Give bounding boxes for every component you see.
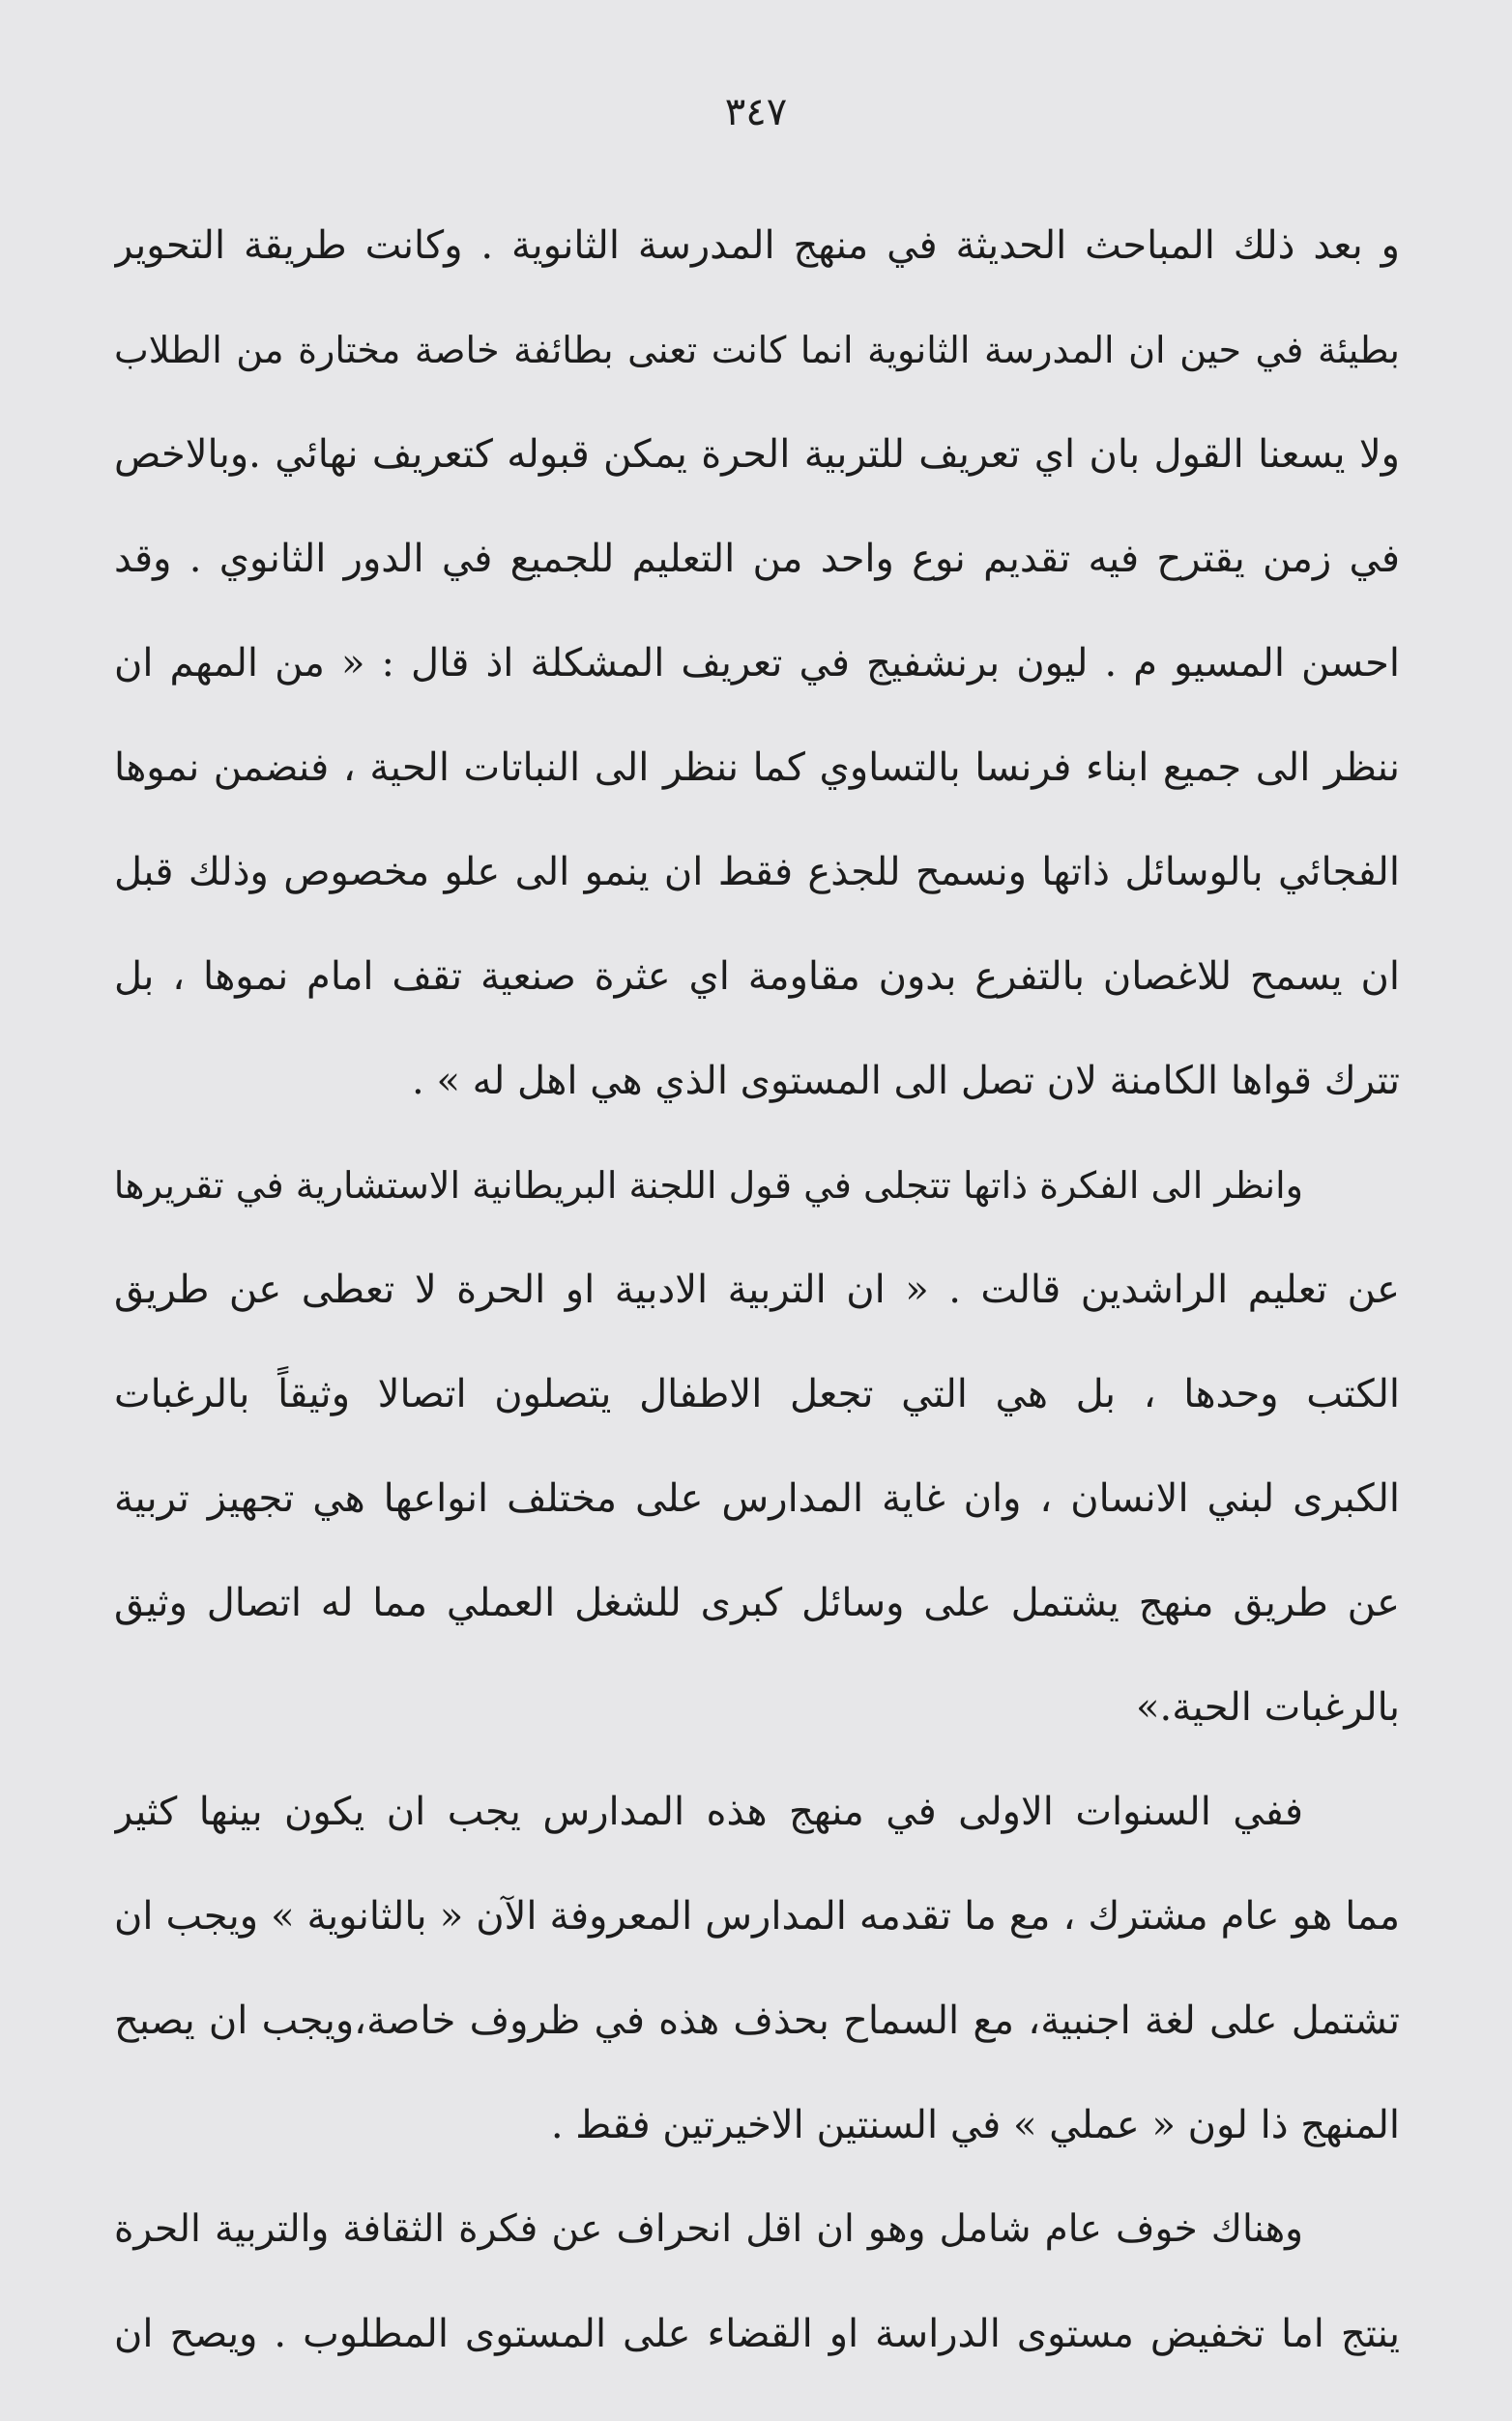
text-line: تشتمل على لغة اجنبية، مع السماح بحذف هذه في ظروف خاصة،ويجب ان يصبح [114,1998,1400,2043]
text-line: الفجائي بالوسائل ذاتها ونسمح للجذع فقط ان ينمو الى علو مخصوص وذلك قبل [114,850,1400,894]
text-line: ففي السنوات الاولى في منهج هذه المدارس يجب ان يكون بينها كثير [114,1790,1303,1834]
text-line: ولا يسعنا القول بان اي تعريف للتربية الحرة يمكن قبوله كتعريف نهائي .وبالاخص [114,432,1400,477]
text-line: عن تعليم الراشدين قالت . « ان التربية الادبية او الحرة لا تعطى عن طريق [114,1268,1400,1312]
text-line: ان يسمح للاغصان بالتفرع بدون مقاومة اي عثرة صنعية تقف امام نموها ، بل [114,954,1400,999]
text-line: المنهج ذا لون « عملي » في السنتين الاخيرتين فقط . [550,2103,1400,2147]
text-line: وهناك خوف عام شامل وهو ان اقل انحراف عن فكرة الثقافة والتربية الحرة [114,2207,1303,2251]
text-line: ننظر الى جميع ابناء فرنسا بالتساوي كما ننظر الى النباتات الحية ، فنضمن نموها [114,745,1400,790]
text-line: ينتج اما تخفيض مستوى الدراسة او القضاء على المستوى المطلوب . ويصح ان [114,2312,1400,2356]
text-line: مما هو عام مشترك ، مع ما تقدمه المدارس المعروفة الآن « بالثانوية » ويجب ان [114,1894,1400,1939]
text-line: في زمن يقترح فيه تقديم نوع واحد من التعليم للجميع في الدور الثانوي . وقد [114,537,1400,581]
text-line: بالرغبات الحية.» [1136,1685,1400,1730]
text-line: احسن المسيو م . ليون برنشفيج في تعريف المشكلة اذ قال : « من المهم ان [114,641,1400,685]
text-line: الكبرى لبني الانسان ، وان غاية المدارس على مختلف انواعها هي تجهيز تربية [114,1476,1400,1521]
text-line: تترك قواها الكامنة لان تصل الى المستوى الذي هي اهل له » . [412,1059,1400,1103]
text-line: بطيئة في حين ان المدرسة الثانوية انما كانت تعنى بطائفة خاصة مختارة من الطلاب [114,329,1400,371]
body-text [114,193,1400,2386]
text-line: وانظر الى الفكرة ذاتها تتجلى في قول اللجنة البريطانية الاستشارية في تقريرها [114,1164,1303,1207]
page-number: ٣٤٧ [724,90,788,134]
text-line: عن طريق منهج يشتمل على وسائل كبرى للشغل العملي مما له اتصال وثيق [114,1581,1400,1625]
text-line: الكتب وحدها ، بل هي التي تجعل الاطفال يتصلون اتصالا وثيقاً بالرغبات [114,1372,1400,1416]
text-line: و بعد ذلك المباحث الحديثة في منهج المدرسة الثانوية . وكانت طريقة التحوير [114,223,1400,268]
